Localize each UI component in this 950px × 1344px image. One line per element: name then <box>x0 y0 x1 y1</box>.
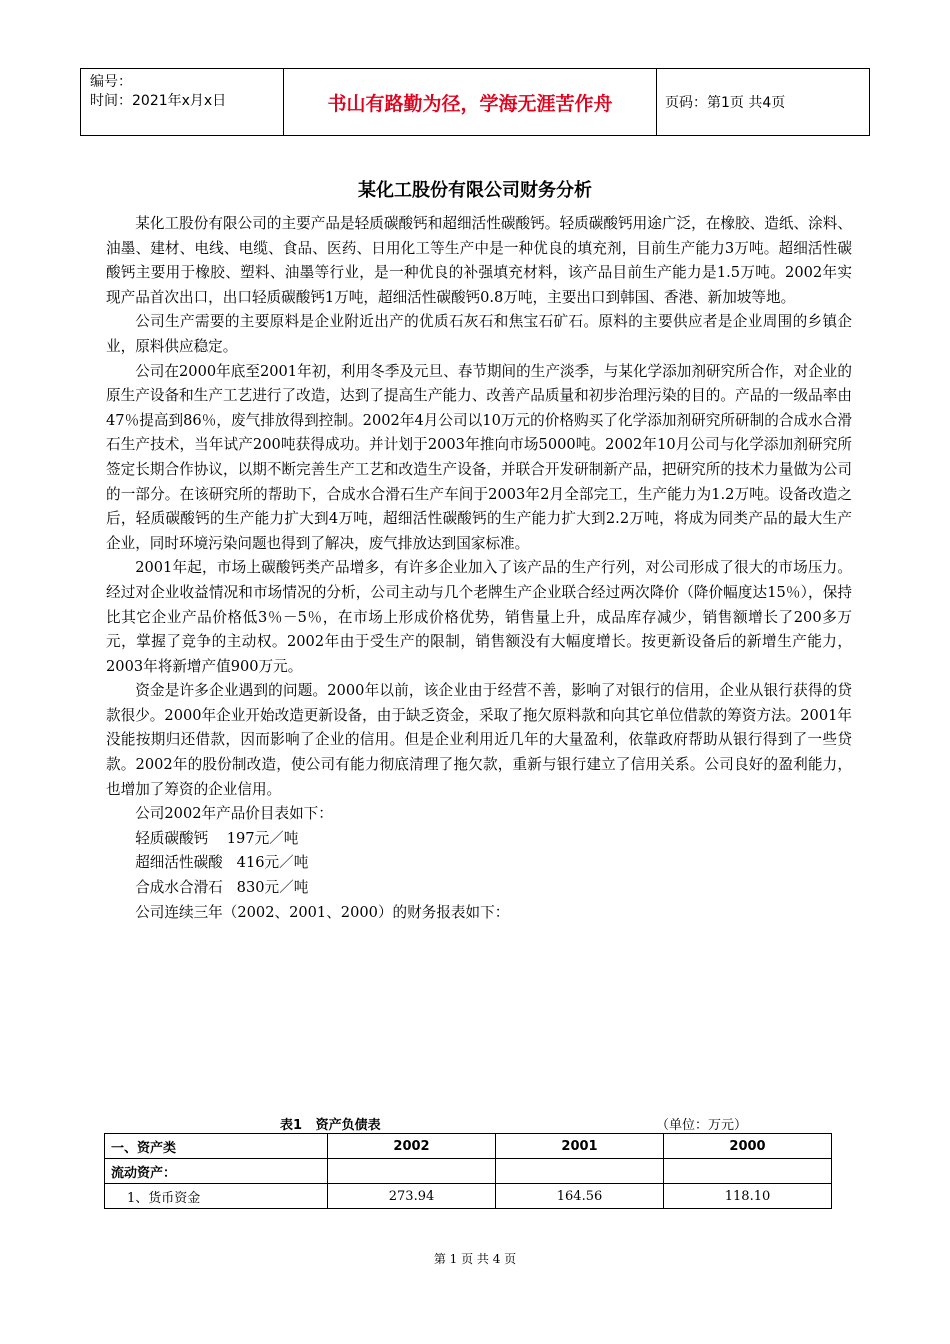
page-footer: 第 1 页 共 4 页 <box>433 1252 517 1266</box>
paragraph: 某化工股份有限公司的主要产品是轻质碳酸钙和超细活性碳酸钙。轻质碳酸钙用途广泛，在橡胶、造纸、涂料、油墨、建材、电线、电缆、食品、医药、日用化工等生产中是一种优良的填充剂，目前生产能力3万吨。超细活性碳酸钙主要用于橡胶、塑料、油墨等行业，是一种优良的补强填充材料，该产品目前生产能力是1.5万吨。2002年实现产品首次出口，出口轻质碳酸钙1万吨，超细活性碳酸钙0.8万吨，主要出口到韩国、香港、新加坡等地。 <box>106 215 852 306</box>
balance-sheet-table <box>104 1133 832 1209</box>
table-title: 表1 资产负债表 <box>280 1118 381 1133</box>
table-cell <box>664 1159 832 1184</box>
header-motto: 书山有路勤为径，学海无涯苦作舟 <box>284 69 657 135</box>
report-intro: 公司连续三年（2002、2001、2000）的财务报表如下： <box>135 903 510 921</box>
header-meta <box>81 69 284 135</box>
table-header-cell: 2000 <box>664 1134 832 1159</box>
document-body <box>106 212 852 925</box>
table-header-row <box>105 1134 832 1159</box>
table-cell: 164.56 <box>496 1184 664 1209</box>
paragraph: 2001年起，市场上碳酸钙类产品增多，有许多企业加入了该产品的生产行列，对公司形成了很大的市场压力。经过对企业收益情况和市场情况的分析，公司主动与几个老牌生产企业联合经过两次降价（降价幅度达15％），保持比其它企业产品价格低3％－5％，在市场上形成价格优势，销售量上升，成品库存减少，销售额增长了200多万元，掌握了竞争的主动权。2002年由于受生产的限制，销售额没有大幅度增长。按更新设备后的新增生产能力，2003年将新增产值900万元。 <box>106 559 852 675</box>
table-header-cell: 一、资产类 <box>105 1134 328 1159</box>
paragraph: 公司生产需要的主要原料是企业附近出产的优质石灰石和焦宝石矿石。原料的主要供应者是企业周围的乡镇企业，原料供应稳定。 <box>106 313 852 355</box>
page-header <box>80 68 870 136</box>
number-label: 编号： <box>90 74 132 90</box>
header-page-label: 页码：第1页 共4页 <box>665 95 786 111</box>
table-cell: 118.10 <box>664 1184 832 1209</box>
table-header-cell: 2001 <box>496 1134 664 1159</box>
table-row <box>105 1184 832 1209</box>
table-unit: （单位：万元） <box>656 1118 748 1133</box>
table-caption <box>106 1114 852 1134</box>
table-section-row <box>105 1159 832 1184</box>
price-intro: 公司2002年产品价目表如下： <box>135 805 333 823</box>
table-header-cell: 2002 <box>328 1134 496 1159</box>
table-cell <box>496 1159 664 1184</box>
table-cell: 273.94 <box>328 1184 496 1209</box>
price-item: 轻质碳酸钙 197元／吨 <box>135 829 299 847</box>
date-label: 时间：2021年x月x日 <box>90 93 227 109</box>
table-cell: 1、货币资金 <box>105 1184 328 1209</box>
paragraph: 资金是许多企业遇到的问题。2000年以前，该企业由于经营不善，影响了对银行的信用，企业从银行获得的贷款很少。2000年企业开始改造更新设备，由于缺乏资金，采取了拖欠原料款和向其它单位借款的筹资方法。2001年没能按期归还借款，因而影响了企业的信用。但是企业利用近几年的大量盈利，依靠政府帮助从银行得到了一些贷款。2002年的股份制改造，使公司有能力彻底清理了拖欠款，重新与银行建立了信用关系。公司良好的盈利能力，也增加了筹资的企业信用。 <box>106 682 852 798</box>
table-section-cell: 流动资产： <box>105 1159 328 1184</box>
price-item: 合成水合滑石 830元／吨 <box>135 879 309 897</box>
document-title: 某化工股份有限公司财务分析 <box>358 180 592 201</box>
paragraph: 公司在2000年底至2001年初，利用冬季及元旦、春节期间的生产淡季，与某化学添加剂研究所合作，对企业的原生产设备和生产工艺进行了改造，达到了提高生产能力、改善产品质量和初步治理污染的目的。产品的一级品率由47％提高到86％，废气排放得到控制。2002年4月公司以10万元的价格购买了化学添加剂研究所研制的合成水合滑石生产技术，当年试产200吨获得成功。并计划于2003年推向市场5000吨。2002年10月公司与化学添加剂研究所签定长期合作协议，以期不断完善生产工艺和改造生产设备，并联合开发研制新产品，把研究所的技术力量做为公司的一部分。在该研究所的帮助下，合成水合滑石生产车间于2003年2月全部完工，生产能力为1.2万吨。设备改造之后，轻质碳酸钙的生产能力扩大到4万吨，超细活性碳酸钙的生产能力扩大到2.2万吨，将成为同类产品的最大生产企业，同时环境污染问题也得到了解决，废气排放达到国家标准。 <box>106 362 852 552</box>
price-item: 超细活性碳酸 416元／吨 <box>135 854 309 872</box>
table-cell <box>328 1159 496 1184</box>
